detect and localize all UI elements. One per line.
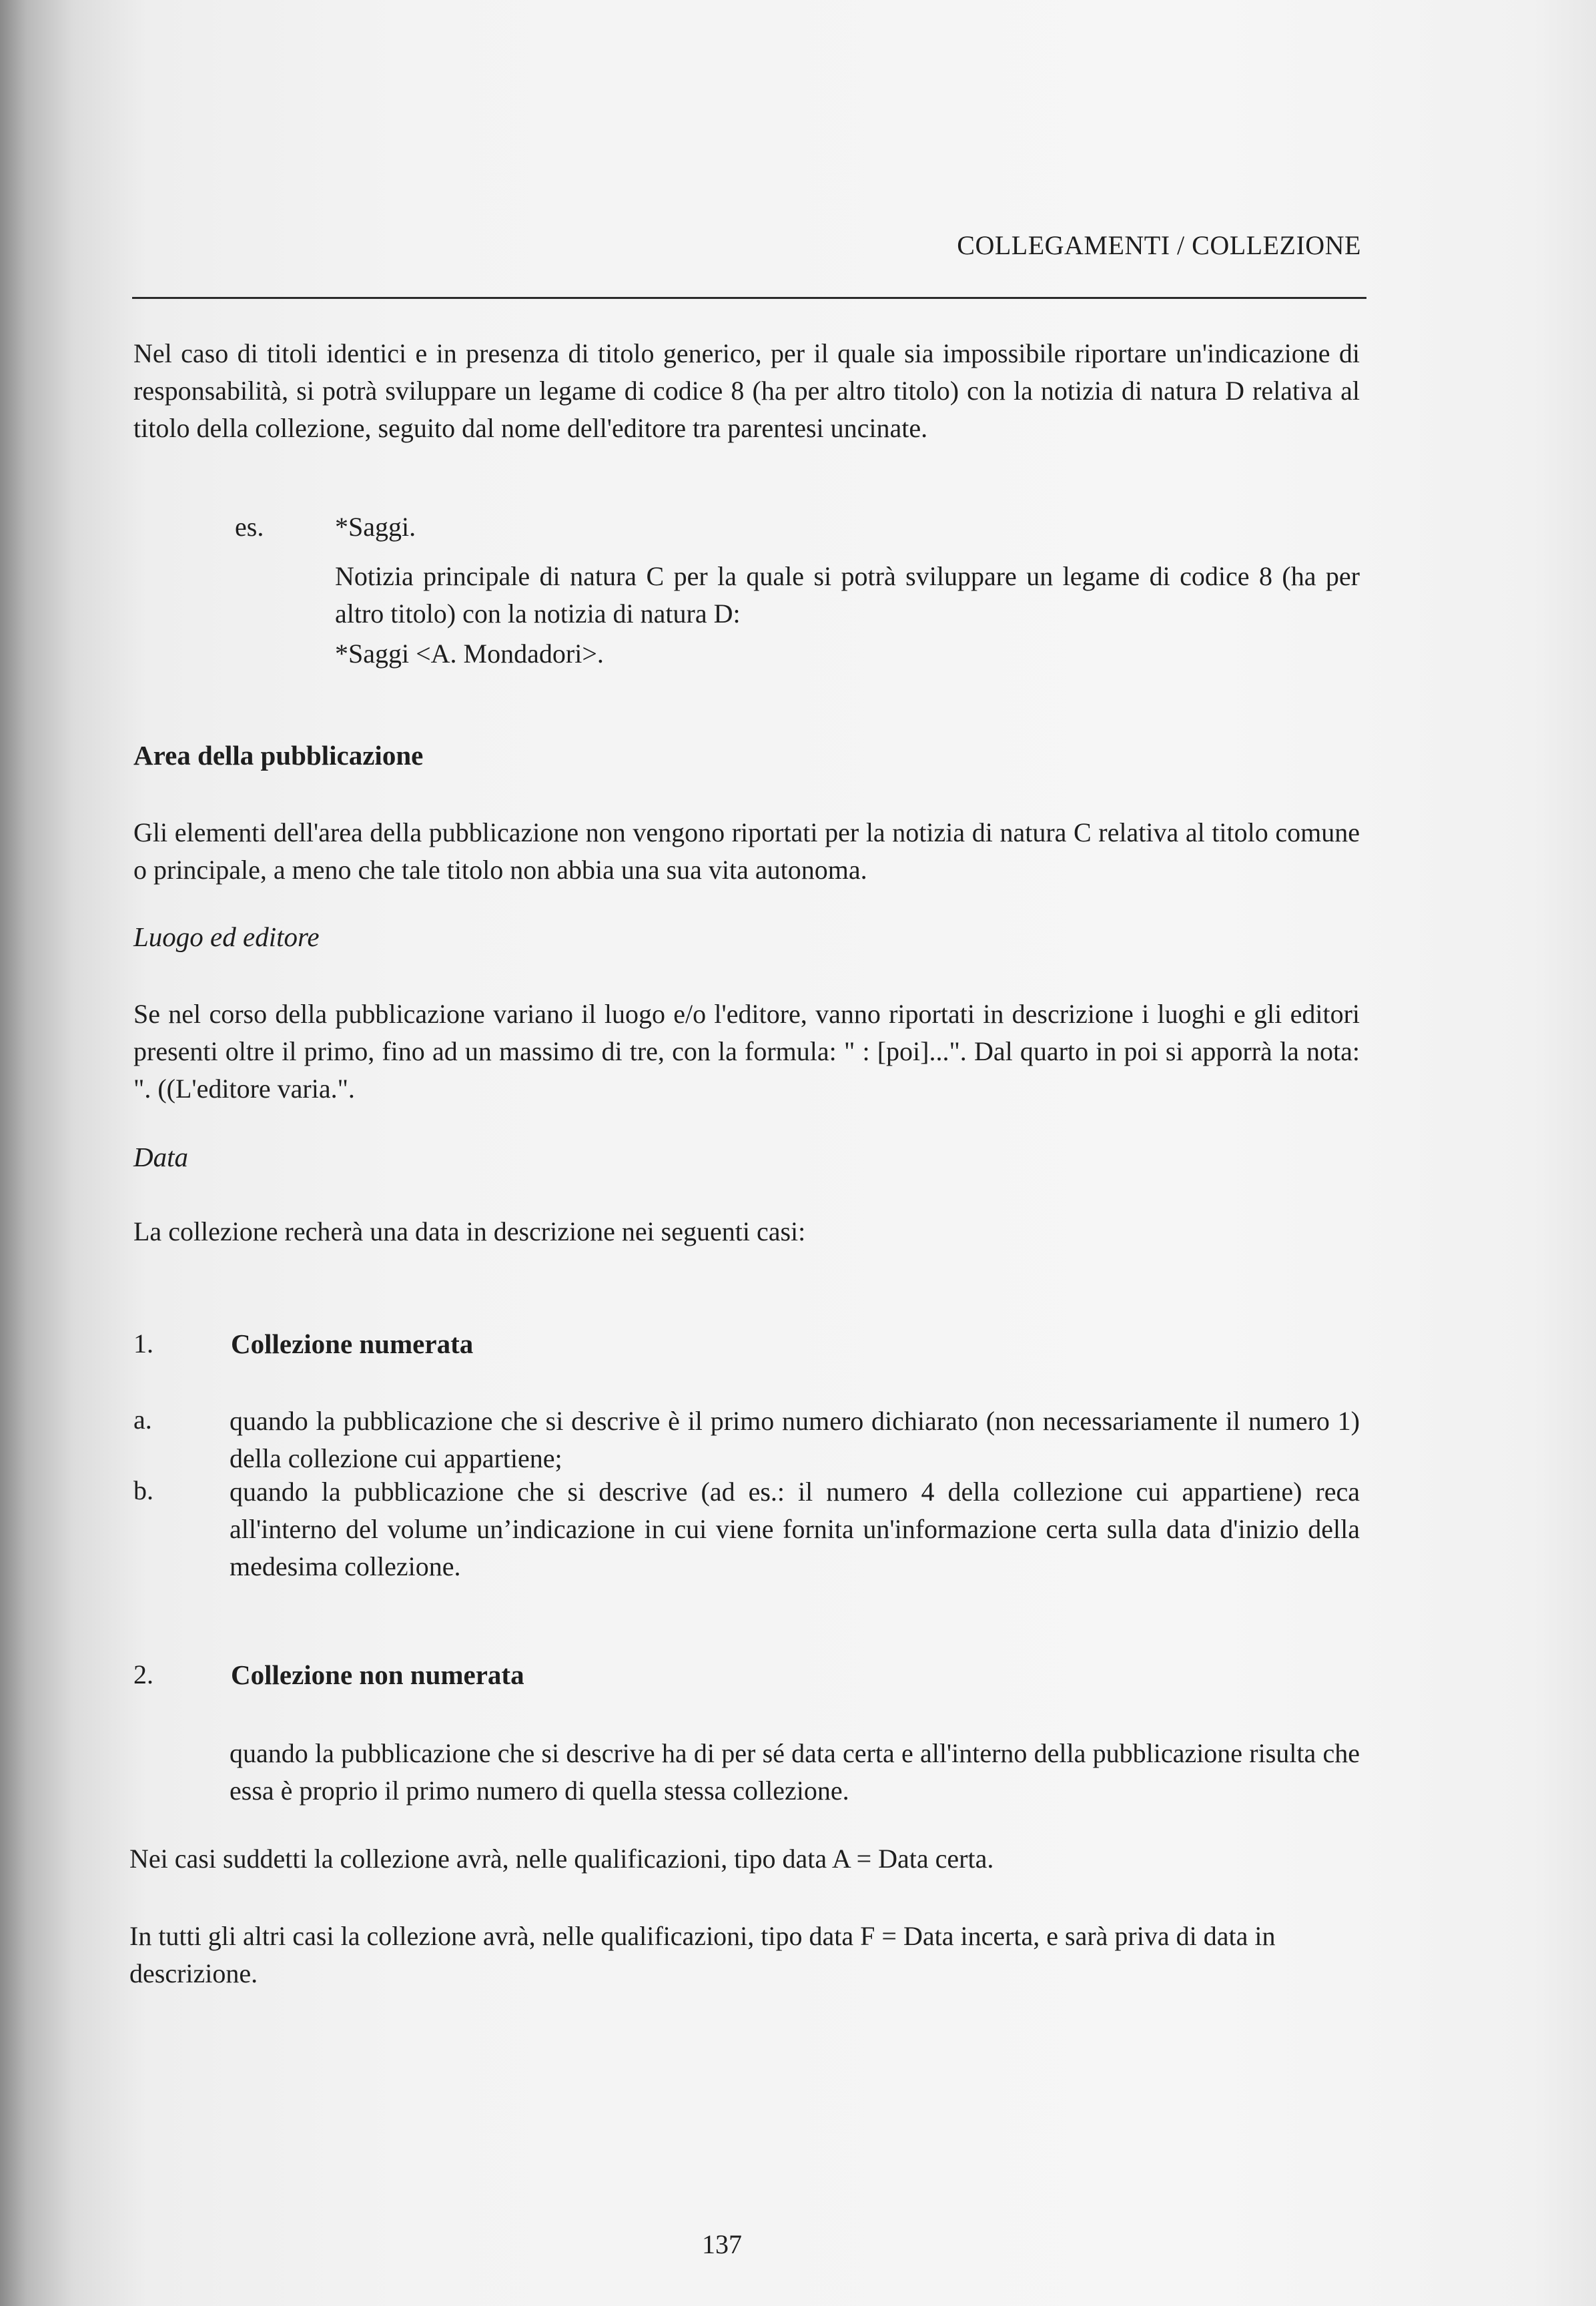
list-item-1-number: 1. — [133, 1328, 153, 1359]
list-item-2-number: 2. — [133, 1659, 153, 1689]
subitem-b-text: quando la pubblicazione che si descrive (ad es.: il numero 4 della collezione cui appartiene) reca all'interno del volume un’indicazione in cui viene fornita un'informazione certa sulla data d'inizio della medesima collezione. — [230, 1477, 1360, 1581]
subitem-a-label: a. — [133, 1405, 152, 1435]
running-header: COLLEGAMENTI / COLLEZIONE — [957, 230, 1361, 260]
intro-paragraph: Nel caso di titoli identici e in presenza di titolo generico, per il quale sia impossibile riportare un'indicazione di responsabilità, si potrà sviluppare un legame di codice 8 (ha per altro titolo) con la notizia di natura D relativa al titolo della collezione, seguito dal nome dell'editore tra parentesi uncinate. — [133, 338, 1360, 443]
area-heading: Area della pubblicazione — [133, 740, 424, 771]
area-paragraph: Gli elementi dell'area della pubblicazione non vengono riportati per la notizia di natura C relativa al titolo comune o principale, a meno che tale titolo non abbia una sua vita autonoma. — [133, 817, 1360, 885]
subitem-a-text: quando la pubblicazione che si descrive è il primo numero dichiarato (non necessariamente il numero 1) della collezione cui appartiene; — [230, 1406, 1360, 1473]
header-rule — [132, 297, 1366, 299]
closing-paragraph-2: In tutti gli altri casi la collezione avrà, nelle qualificazioni, tipo data F = Data incerta, e sarà priva di data in descrizione. — [129, 1921, 1276, 1988]
example-body: Notizia principale di natura C per la quale si potrà sviluppare un legame di codice 8 (ha per altro titolo) con la notizia di natura D: — [335, 561, 1360, 629]
luogo-paragraph: Se nel corso della pubblicazione variano il luogo e/o l'editore, vanno riportati in descrizione i luoghi e gli editori presenti oltre il primo, fino ad un massimo di tre, con la formula: " : [poi]...". Dal quarto in poi si apporrà la nota: ". ((L'editore varia.". — [133, 999, 1360, 1104]
data-heading: Data — [133, 1142, 188, 1172]
page-number: 137 — [702, 2229, 742, 2259]
list-item-2-title: Collezione non numerata — [231, 1659, 524, 1690]
example-line-3: *Saggi <A. Mondadori>. — [335, 639, 604, 669]
example-label: es. — [235, 512, 264, 542]
luogo-heading: Luogo ed editore — [133, 921, 320, 952]
data-intro: La collezione recherà una data in descrizione nei seguenti casi: — [133, 1216, 806, 1246]
list-item-2-text: quando la pubblicazione che si descrive ha di per sé data certa e all'interno della pubblicazione risulta che essa è proprio il primo numero di quella stessa collezione. — [230, 1738, 1360, 1806]
list-item-1-title: Collezione numerata — [231, 1328, 474, 1359]
subitem-b-label: b. — [133, 1475, 153, 1505]
closing-paragraph-1: Nei casi suddetti la collezione avrà, nelle qualificazioni, tipo data A = Data certa. — [129, 1844, 994, 1874]
example-line-1: *Saggi. — [335, 512, 416, 542]
